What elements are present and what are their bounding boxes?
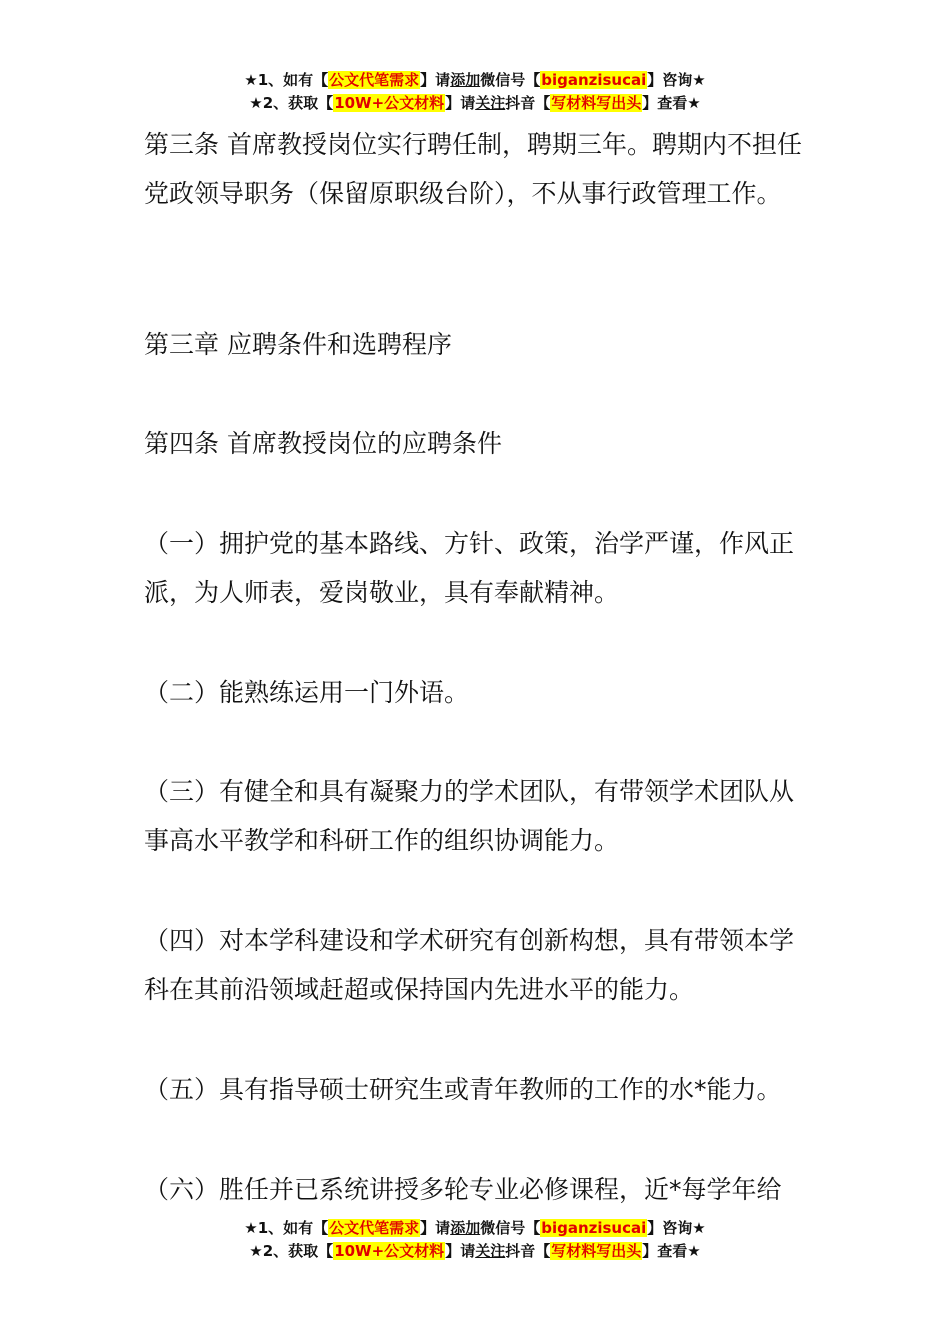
underlined-text: 添加	[450, 71, 481, 89]
banner-text: ★2、获取【	[249, 1242, 334, 1260]
banner-text: 】查看★	[642, 1242, 701, 1260]
banner-line-2	[0, 92, 950, 115]
banner-line-1	[0, 1217, 950, 1240]
banner-line-2	[0, 1240, 950, 1263]
banner-text: 】请	[445, 94, 476, 112]
underlined-text: 关注	[475, 1242, 506, 1260]
banner-text: 】咨询★	[647, 71, 706, 89]
condition-1-paragraph: （一）拥护党的基本路线、方针、政策，治学严谨，作风正派，为人师表，爱岗敬业，具有奉献精神。	[144, 529, 795, 607]
banner-text: 抖音【	[505, 94, 551, 112]
banner-text: 抖音【	[505, 1242, 551, 1260]
banner-text: 】查看★	[642, 94, 701, 112]
banner-text: 】咨询★	[647, 1219, 706, 1237]
banner-text: 微信号【	[480, 71, 541, 89]
banner-text: 微信号【	[480, 1219, 541, 1237]
banner-text: ★1、如有【	[244, 71, 329, 89]
banner-text: 】请	[420, 1219, 451, 1237]
highlight-wechat-id: biganzisucai	[541, 71, 647, 89]
condition-2-paragraph: （二）能熟练运用一门外语。	[144, 678, 470, 707]
condition-4-paragraph: （四）对本学科建设和学术研究有创新构想，具有带领本学科在其前沿领域赶超或保持国内先进水平的能力。	[144, 926, 795, 1004]
banner-text: 】请	[445, 1242, 476, 1260]
highlight-materials: 10W+公文材料	[334, 1242, 445, 1260]
highlight-douyin-account: 写材料写出头	[551, 94, 642, 112]
banner-text: 】请	[420, 71, 451, 89]
article-3-paragraph: 第三条 首席教授岗位实行聘任制，聘期三年。聘期内不担任党政领导职务（保留原职级台阶），不从事行政管理工作。	[144, 130, 802, 208]
highlight-materials: 10W+公文材料	[334, 94, 445, 112]
underlined-text: 添加	[450, 1219, 481, 1237]
condition-3-paragraph: （三）有健全和具有凝聚力的学术团队，有带领学术团队从事高水平教学和科研工作的组织协调能力。	[144, 777, 795, 855]
highlight-douyin-account: 写材料写出头	[551, 1242, 642, 1260]
condition-6-paragraph: （六）胜任并已系统讲授多轮专业必修课程，近*每学年给	[144, 1175, 782, 1204]
highlight-service: 公文代笔需求	[329, 71, 420, 89]
article-4-heading: 第四条 首席教授岗位的应聘条件	[144, 429, 502, 458]
highlight-wechat-id: biganzisucai	[541, 1219, 647, 1237]
header-banner	[0, 69, 950, 115]
banner-line-1	[0, 69, 950, 92]
highlight-service: 公文代笔需求	[329, 1219, 420, 1237]
banner-text: ★2、获取【	[249, 94, 334, 112]
chapter-3-heading: 第三章 应聘条件和选聘程序	[144, 330, 452, 359]
footer-banner	[0, 1217, 950, 1263]
banner-text: ★1、如有【	[244, 1219, 329, 1237]
condition-5-paragraph: （五）具有指导硕士研究生或青年教师的工作的水*能力。	[144, 1075, 782, 1104]
underlined-text: 关注	[475, 94, 506, 112]
